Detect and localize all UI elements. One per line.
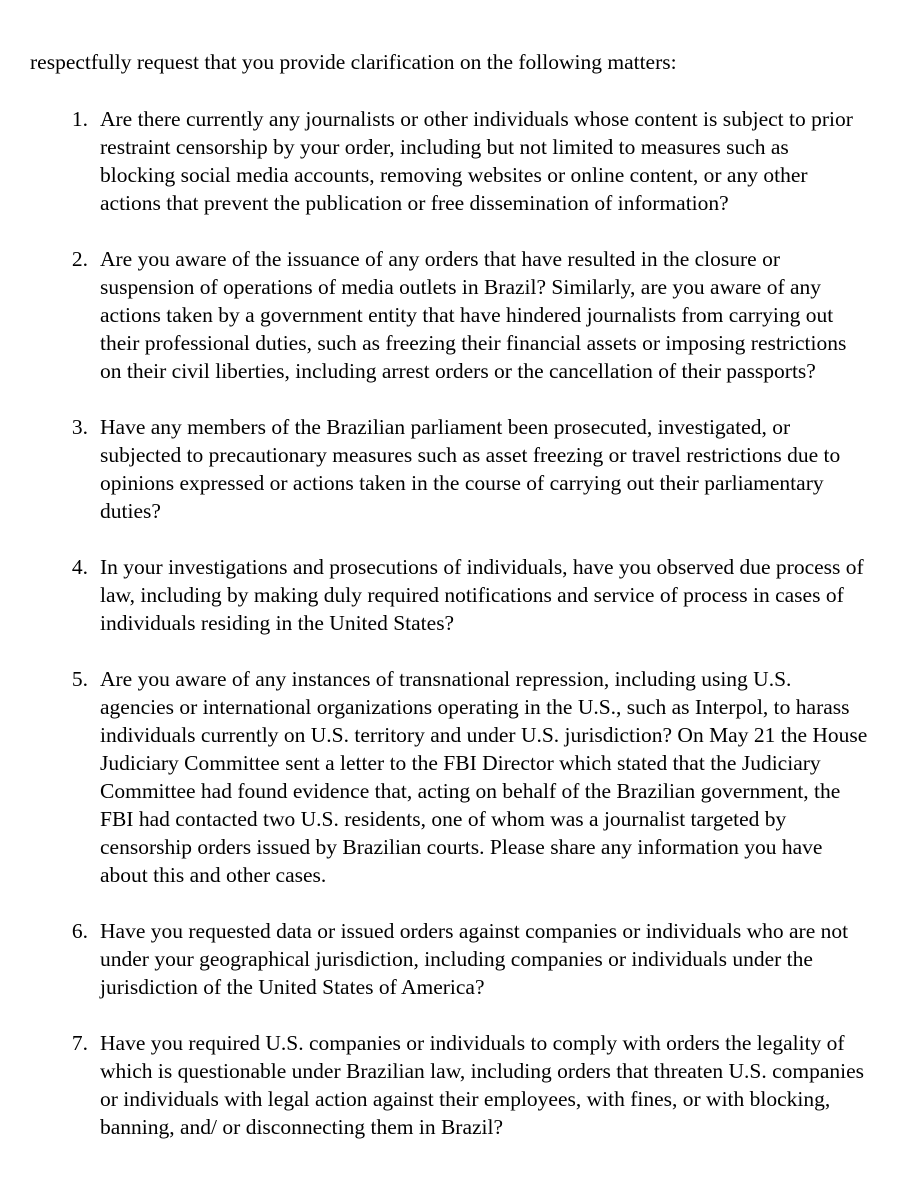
question-list	[0, 105, 898, 1141]
question-item	[0, 917, 898, 1001]
question-number: 5.	[71, 667, 88, 691]
question-number: 7.	[71, 1031, 88, 1055]
question-number: 6.	[71, 919, 88, 943]
question-number: 1.	[71, 107, 88, 131]
question-text: Are there currently any journalists or other individuals whose content is subject to prior restraint censorship by your order, including but not limited to measures such as blocking social media accounts, removing websites or online content, or any other actions that prevent the publication or free dissemination of information?	[100, 107, 853, 215]
question-number: 4.	[71, 555, 88, 579]
question-item	[0, 1029, 898, 1141]
question-item	[0, 665, 898, 889]
question-text: Have you required U.S. companies or individuals to comply with orders the legality of which is questionable under Brazilian law, including orders that threaten U.S. companies or individuals with legal action against their employees, with fines, or with blocking, banning, and/ or disconnecting them in Brazil?	[100, 1031, 865, 1139]
question-item	[0, 105, 898, 217]
question-text: Have any members of the Brazilian parliament been prosecuted, investigated, or subjected to precautionary measures such as asset freezing or travel restrictions due to opinions expressed or actions taken in the course of carrying out their parliamentary duties?	[100, 415, 841, 523]
question-text: Are you aware of the issuance of any orders that have resulted in the closure or suspension of operations of media outlets in Brazil? Similarly, are you aware of any actions taken by a government entity that have hindered journalists from carrying out their professional duties, such as freezing their financial assets or imposing restrictions on their civil liberties, including arrest orders or the cancellation of their passports?	[100, 247, 847, 383]
question-text: Have you requested data or issued orders against companies or individuals who are not under your geographical jurisdiction, including companies or individuals under the jurisdiction of the United States of America?	[100, 919, 849, 999]
question-text: Are you aware of any instances of transnational repression, including using U.S. agencies or international organizations operating in the U.S., such as Interpol, to harass individuals currently on U.S. territory and under U.S. jurisdiction? On May 21 the House Judiciary Committee sent a letter to the FBI Director which stated that the Judiciary Committee had found evidence that, acting on behalf of the Brazilian government, the FBI had contacted two U.S. residents, one of whom was a journalist targeted by censorship orders issued by Brazilian courts. Please share any information you have about this and other cases.	[100, 667, 868, 887]
question-number: 3.	[71, 415, 88, 439]
question-item	[0, 553, 898, 637]
question-number: 2.	[71, 247, 88, 271]
question-item	[0, 413, 898, 525]
question-item	[0, 245, 898, 385]
question-text: In your investigations and prosecutions of individuals, have you observed due process of law, including by making duly required notifications and service of process in cases of individuals residing in the United States?	[100, 555, 864, 635]
intro-paragraph: respectfully request that you provide clarification on the following matters:	[30, 49, 677, 74]
